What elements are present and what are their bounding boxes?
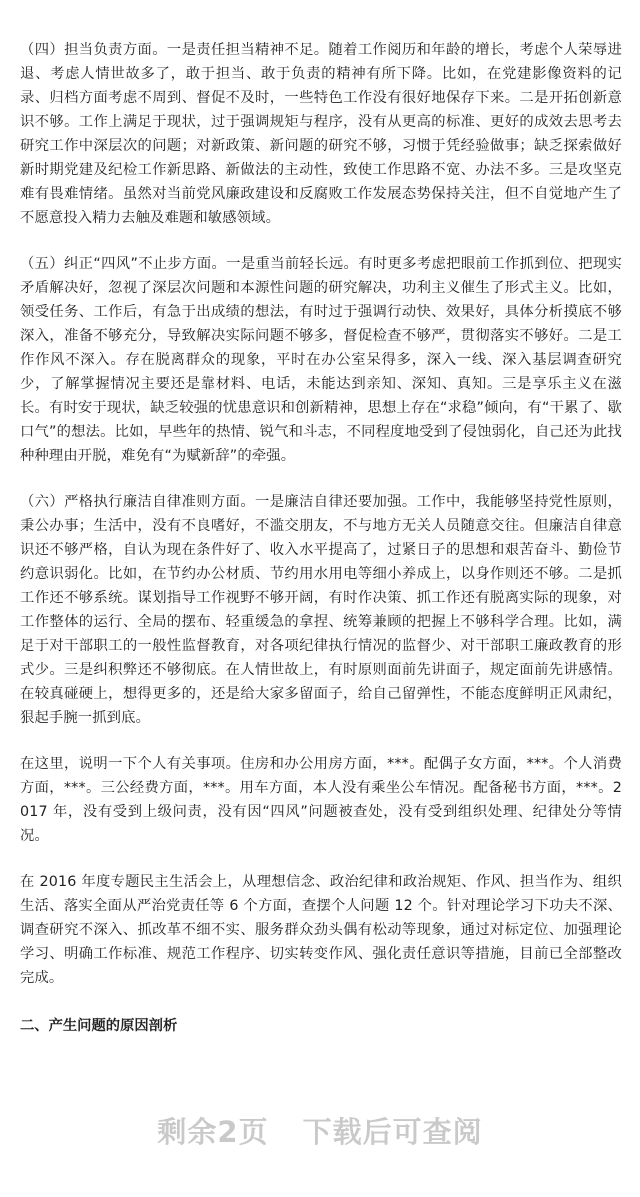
paragraph-responsibility: （四）担当负责方面。一是责任担当精神不足。随着工作阅历和年龄的增长，考虑个人荣辱进退、考虑人情世故多了，敢于担当、敢于负责的精神有所下降。比如，在党建影像资料的记录、归档方面考虑不周到、督促不及时，一些特色工作没有很好地保存下来。二是开拓创新意识不够。工作上满足于现状，过于强调规矩与程序，没有从更高的标准、更好的成效去思考去研究工作中深层次的问题；对新政策、新问题的研究不够，习惯于凭经验做事；缺乏探索做好新时期党建及纪检工作新思路、新做法的主动性，致使工作思路不宽、办法不多。三是攻坚克难有畏难情绪。虽然对当前党风廉政建设和反腐败工作发展态势保持关注，但不自觉地产生了不愿意投入精力去触及难题和敏感领域。 [20,42,622,226]
document-body [20,38,622,1038]
paragraph-integrity: （六）严格执行廉洁自律准则方面。一是廉洁自律还要加强。工作中，我能够坚持党性原则，秉公办事；生活中，没有不良嗜好，不滥交朋友，不与地方无关人员随意交往。但廉洁自律意识还不够严格，自认为现在条件好了、收入水平提高了，过紧日子的思想和艰苦奋斗、勤俭节约意识弱化。比如，在节约办公材质、节约用水用电等细小养成上，以身作则还不够。二是抓工作还不够系统。谋划指导工作视野不够开阔，有时作决策、抓工作还有脱离实际的现象，对工作整体的运行、全局的摆布、轻重缓急的拿捏、统筹兼顾的把握上不够科学合理。比如，满足于对干部职工的一般性监督教育，对各项纪律执行情况的监督少、对干部职工廉政教育的形式少。三是纠积弊还不够彻底。在人情世故上，有时原则面前先讲面子，规定面前先讲感情。在较真碰硬上，想得更多的，还是给大家多留面子，给自己留弹性，不能态度鲜明正风肃纪，狠起手腕一抓到底。 [20,494,622,726]
download-banner[interactable] [0,1110,640,1151]
paragraph-rectification: 在 2016 年度专题民主生活会上，从理想信念、政治纪律和政治规矩、作风、担当作为、组织生活、落实全面从严治党责任等 6 个方面，查摆个人问题 12 个。针对理论学习下功夫不深、调查研究不深入、抓改革不细不实、服务群众劲头偶有松动等现象，通过对标定位、加强理论学习、明确工作标准、规范工作程序、切实转变作风、强化责任意识等措施，目前已全部整改完成。 [20,874,622,986]
remaining-pages-label: 剩余2页 [157,1115,269,1149]
section-heading: 二、产生问题的原因剖析 [20,1018,178,1034]
download-hint-label: 下载后可查阅 [302,1115,483,1149]
paragraph-four-winds: （五）纠正“四风”不止步方面。一是重当前轻长远。有时更多考虑把眼前工作抓到位、把现实矛盾解决好，忽视了深层次问题和本源性问题的研究解决，功利主义催生了形式主义。比如，领受任务、工作后，有急于出成绩的想法，有时过于强调行动快、效果好，具体分析摸底不够深入，准备不够充分，导致解决实际问题不够多，督促检查不够严，贯彻落实不够好。二是工作作风不深入。存在脱离群众的现象，平时在办公室呆得多，深入一线、深入基层调查研究少，了解掌握情况主要还是靠材料、电话，未能达到亲知、深知、真知。三是享乐主义在滋长。有时安于现状，缺乏较强的忧患意识和创新精神，思想上存在“求稳”倾向，有“干累了、歇口气”的想法。比如，早些年的热情、锐气和斗志，不同程度地受到了侵蚀弱化，自己还为此找种种理由开脱，难免有“为赋新辞”的牵强。 [20,256,622,464]
paragraph-personal-matters: 在这里，说明一下个人有关事项。住房和办公用房方面，***。配偶子女方面，***。个人消费方面，***。三公经费方面，***。用车方面，本人没有乘坐公车情况。配备秘书方面，***。2017 年，没有受到上级问责，没有因“四风”问题被查处，没有受到组织处理、纪律处分等情况。 [20,756,622,844]
